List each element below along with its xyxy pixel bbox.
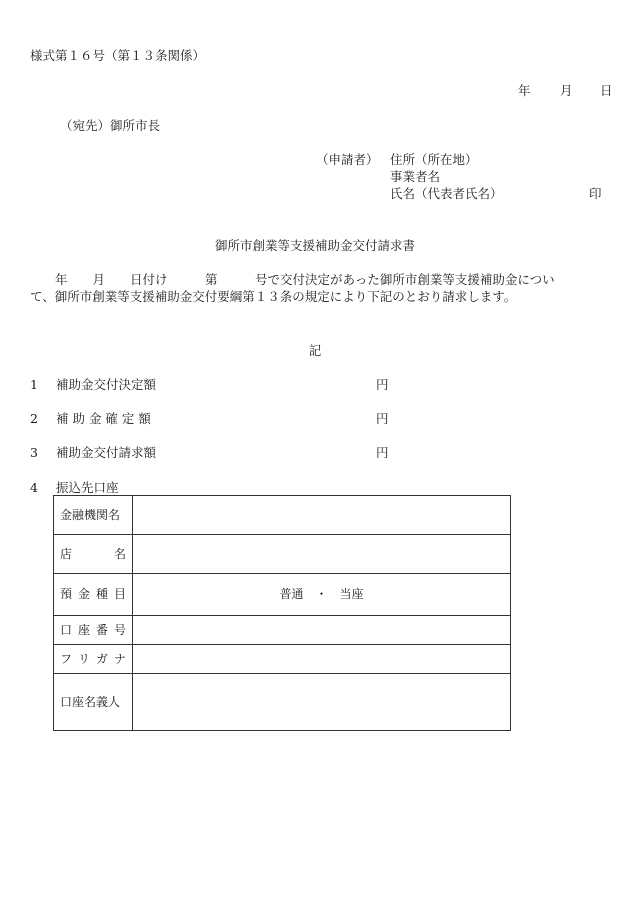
- item-3-label: 補助金交付請求額: [56, 445, 157, 460]
- item-2-number: 2: [30, 411, 38, 426]
- item-1-yen: 円: [376, 377, 389, 392]
- furigana-label: [54, 645, 133, 674]
- account-number-label: [54, 616, 133, 645]
- bank-account-table: [53, 495, 511, 731]
- furigana-value-cell[interactable]: [133, 645, 511, 674]
- account-holder-label: 口座名義人: [54, 674, 133, 731]
- table-row: [54, 674, 511, 731]
- item-3-number: 3: [30, 445, 38, 460]
- furigana-label-char: ナ: [113, 651, 126, 666]
- item-1-number: 1: [30, 377, 38, 392]
- item-4-label: 振込先口座: [56, 480, 119, 495]
- form-number: 様式第１６号（第１３条関係）: [30, 48, 206, 63]
- account-number-label-char: 口: [60, 622, 73, 637]
- deposit-type-label-char: 目: [113, 587, 126, 602]
- furigana-label-char: フ: [60, 651, 73, 666]
- deposit-type-label-char: 種: [95, 587, 108, 602]
- item-2-label: 補 助 金 確 定 額: [56, 411, 151, 426]
- branch-label-char: 名: [113, 546, 126, 561]
- applicant-label: （申請者）: [316, 152, 379, 167]
- branch-label: [54, 535, 133, 574]
- item-4-number: 4: [30, 480, 38, 495]
- branch-label-char: 店: [60, 546, 73, 561]
- item-1-label: 補助金交付決定額: [56, 377, 157, 392]
- item-3-yen: 円: [376, 445, 389, 460]
- applicant-business-name-label: 事業者名: [390, 169, 441, 184]
- date-day: 日: [600, 83, 613, 98]
- deposit-type-label-char: 預: [60, 587, 73, 602]
- institution-value-cell[interactable]: [133, 496, 511, 535]
- date-month: 月: [560, 83, 573, 98]
- furigana-label-char: ガ: [95, 651, 108, 666]
- account-number-value-cell[interactable]: [133, 616, 511, 645]
- request-statement-line-2: て、御所市創業等支援補助金交付要綱第１３条の規定により下記のとおり請求します。: [30, 288, 517, 304]
- deposit-type-options[interactable]: 普通 ・ 当座: [133, 574, 511, 616]
- table-row: [54, 496, 511, 535]
- deposit-type-label-char: 金: [77, 587, 90, 602]
- furigana-label-char: リ: [77, 651, 90, 666]
- applicant-representative-label: 氏名（代表者氏名）: [390, 186, 503, 201]
- item-2-yen: 円: [376, 411, 389, 426]
- account-number-label-char: 番: [95, 622, 108, 637]
- deposit-type-label: [54, 574, 133, 616]
- institution-label: 金融機関名: [54, 496, 133, 535]
- account-number-label-char: 座: [77, 622, 90, 637]
- branch-value-cell[interactable]: [133, 535, 511, 574]
- addressee: （宛先）御所市長: [60, 118, 161, 133]
- account-number-label-char: 号: [113, 622, 126, 637]
- table-row: [54, 645, 511, 674]
- table-row: [54, 574, 511, 616]
- request-statement: [30, 272, 615, 306]
- account-holder-value-cell[interactable]: [133, 674, 511, 731]
- applicant-address-label: 住所（所在地）: [390, 152, 478, 167]
- date-year: 年: [518, 83, 531, 98]
- request-statement-line-1: 年 月 日付け 第 号で交付決定があった御所市創業等支援補助金につい: [30, 272, 555, 287]
- table-row: [54, 535, 511, 574]
- table-row: [54, 616, 511, 645]
- ki-heading: 記: [308, 343, 322, 358]
- document-title: 御所市創業等支援補助金交付請求書: [214, 238, 415, 253]
- seal-mark: 印: [589, 186, 602, 201]
